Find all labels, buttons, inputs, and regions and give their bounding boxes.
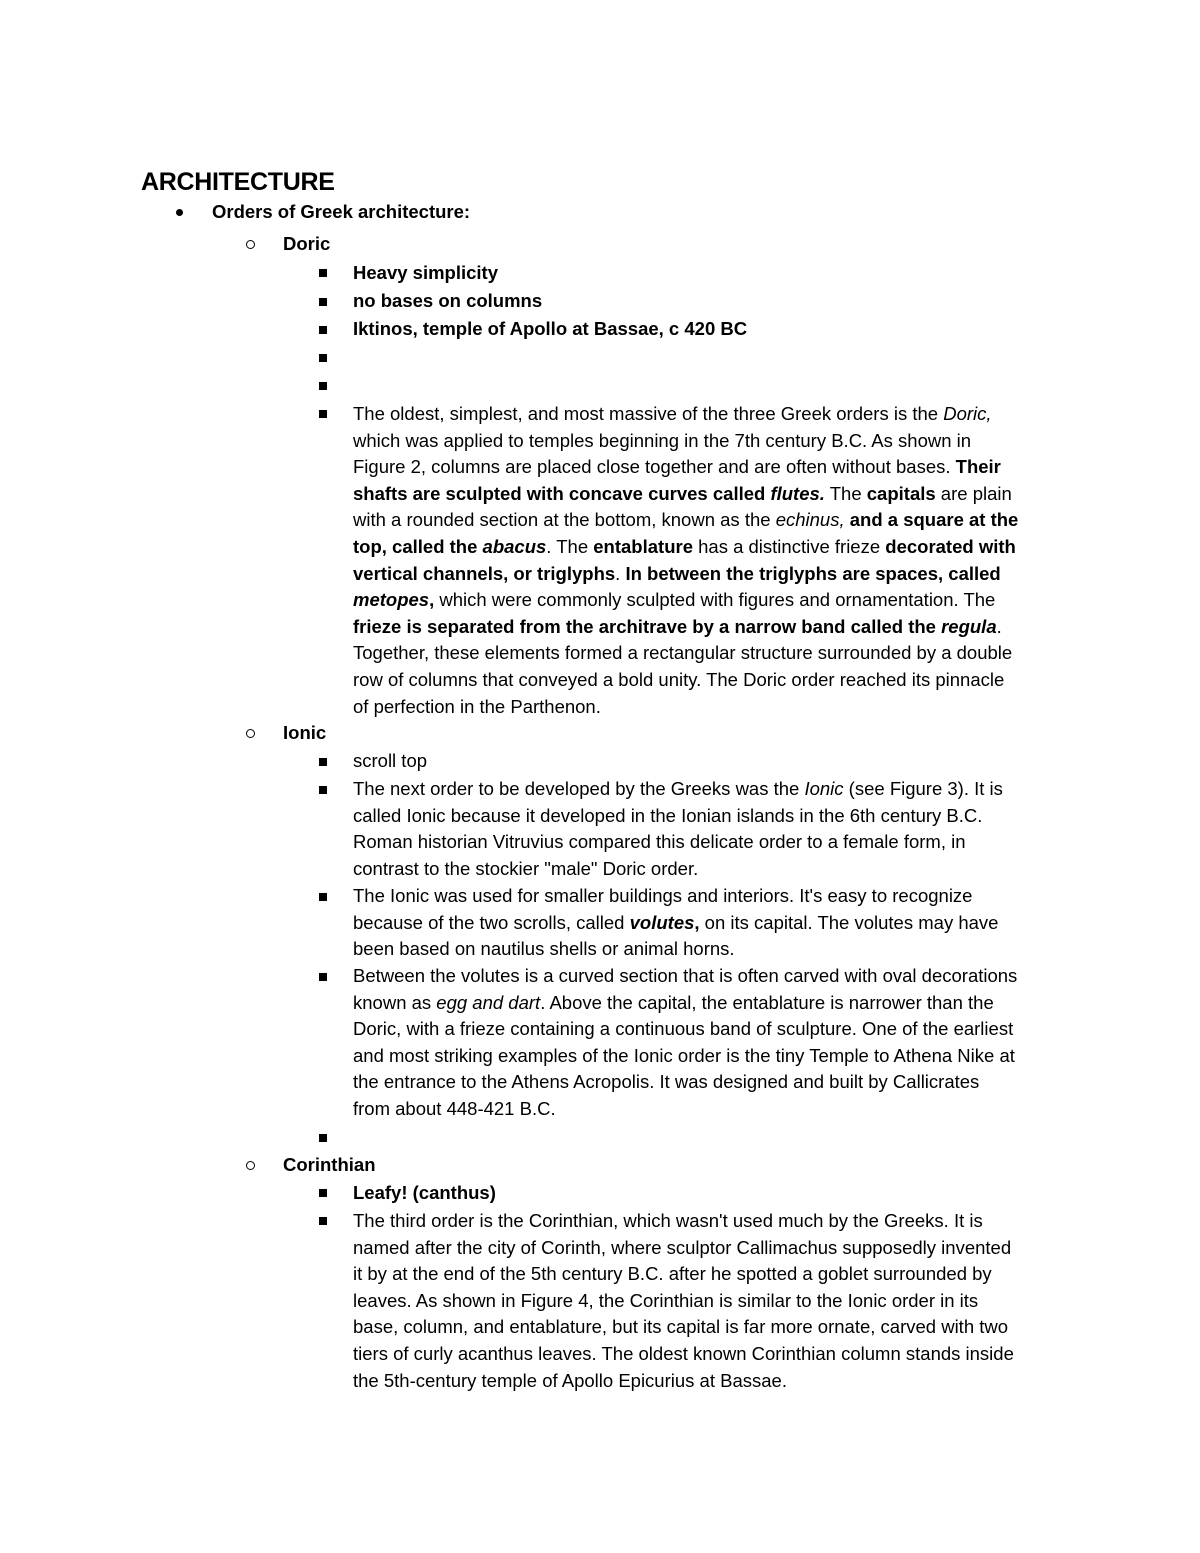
text-run: top, called the: [353, 535, 483, 557]
text-run: The oldest, simplest, and most massive of the three Greek orders is the: [353, 403, 944, 424]
paragraph-line: [353, 1208, 1068, 1235]
paragraph-line: [353, 640, 1068, 667]
text-run: tiers of curly acanthus leaves. The oldest known Corinthian column stands inside: [353, 1342, 1014, 1364]
bullet-square-icon: [319, 410, 327, 418]
paragraph-line: [353, 963, 1068, 990]
paragraph-line: [353, 1016, 1068, 1043]
heading-corinthian: Corinthian: [283, 1154, 376, 1175]
text-run: the entrance to the Athens Acropolis. It was designed and built by Callicrates: [353, 1071, 980, 1093]
text-run: with a rounded section at the bottom, known as the: [353, 509, 776, 531]
paragraph-line: [353, 910, 1068, 937]
text-run: Between the volutes is a curved section that is often carved with oval decorations: [353, 965, 1018, 986]
text-run: vertical channels, or triglyphs: [353, 562, 616, 584]
text-run: the 5th-century temple of Apollo Epicurius at Bassae.: [353, 1369, 787, 1391]
text-run: of perfection in the Parthenon.: [353, 695, 601, 717]
paragraph-line: [353, 428, 1068, 455]
text-run: which was applied to temples beginning in the 7th century B.C. As shown in: [353, 429, 972, 451]
text-run: base, column, and entablature, but its capital is far more ornate, carved with two: [353, 1316, 1009, 1338]
text-run: egg and dart: [436, 991, 541, 1013]
list-item: Leafy! (canthus): [353, 1182, 496, 1203]
text-run: The Ionic was used for smaller buildings and interiors. It's easy to recognize: [353, 885, 973, 906]
ionic-paragraph-3: [353, 963, 1068, 1123]
text-run: decorated with: [885, 535, 1016, 557]
text-run: frieze is separated from the architrave by a narrow band called the: [353, 615, 942, 637]
text-run: shafts are sculpted with concave curves called: [353, 482, 771, 504]
paragraph-line: [353, 1096, 1068, 1123]
paragraph-line: [353, 883, 1068, 910]
text-run: .: [996, 615, 1002, 637]
page-title: ARCHITECTURE: [141, 168, 335, 196]
paragraph-line: [353, 614, 1068, 641]
text-run: . Above the capital, the entablature is narrower than the: [540, 991, 994, 1013]
paragraph-line: [353, 1235, 1068, 1262]
text-run: has a distinctive frieze: [692, 535, 886, 557]
text-run: ,: [429, 589, 435, 611]
paragraph-line: [353, 1069, 1068, 1096]
text-run: The: [824, 482, 867, 504]
bullet-circle-icon: [246, 729, 255, 738]
corinthian-paragraph: [353, 1208, 1068, 1394]
text-run: Together, these elements formed a rectangular structure surrounded by a double: [353, 642, 1013, 664]
paragraph-line: [353, 587, 1068, 614]
text-run: Figure 2, columns are placed close together and are often without bases.: [353, 456, 956, 478]
bullet-disc-icon: [176, 209, 183, 216]
paragraph-line: [353, 803, 1068, 830]
paragraph-line: [353, 1288, 1068, 1315]
paragraph-line: [353, 856, 1068, 883]
list-item: Iktinos, temple of Apollo at Bassae, c 420 BC: [353, 318, 748, 339]
text-run: which were commonly sculpted with figures and ornamentation. The: [434, 589, 996, 611]
paragraph-line: [353, 507, 1068, 534]
text-run: Doric,: [943, 403, 992, 424]
paragraph-line: [353, 694, 1068, 721]
bullet-square-icon: [319, 298, 327, 306]
text-run: The next order to be developed by the Greeks was the: [353, 778, 805, 799]
text-run: and a square at the: [844, 509, 1019, 531]
bullet-circle-icon: [246, 1161, 255, 1170]
text-run: echinus,: [775, 509, 845, 531]
paragraph-line: [353, 1314, 1068, 1341]
text-run: Roman historian Vitruvius compared this delicate order to a female form, in: [353, 831, 966, 853]
paragraph-line: [353, 1043, 1068, 1070]
text-run: on its capital. The volutes may have: [699, 911, 999, 933]
text-run: from about 448-421 B.C.: [353, 1097, 556, 1119]
paragraph-line: [353, 936, 1068, 963]
text-run: it by at the end of the 5th century B.C. after he spotted a goblet surrounded by: [353, 1263, 992, 1285]
text-run: . The: [546, 535, 594, 557]
text-run: Ionic: [804, 778, 844, 799]
list-item: Heavy simplicity: [353, 262, 498, 283]
text-run: abacus: [482, 535, 547, 557]
text-run: entablature: [593, 535, 693, 557]
paragraph-line: [353, 990, 1068, 1017]
bullet-square-icon: [319, 1134, 327, 1142]
text-run: and most striking examples of the Ionic order is the tiny Temple to Athena Nike at: [353, 1044, 1015, 1066]
bullet-square-icon: [319, 1189, 327, 1197]
text-run: Their: [955, 456, 1001, 478]
text-run: (see Figure 3). It is: [843, 778, 1003, 799]
text-run: metopes: [353, 589, 430, 611]
bullet-square-icon: [319, 973, 327, 981]
text-run: ,: [694, 911, 700, 933]
ionic-paragraph-2: [353, 883, 1068, 963]
paragraph-line: [353, 1368, 1068, 1395]
paragraph-line: [353, 776, 1068, 803]
text-run: The third order is the Corinthian, which wasn't used much by the Greeks. It is: [353, 1210, 983, 1231]
paragraph-line: [353, 481, 1068, 508]
text-run: leaves. As shown in Figure 4, the Corinthian is similar to the Ionic order in its: [353, 1289, 979, 1311]
text-run: known as: [353, 991, 437, 1013]
text-run: volutes: [629, 911, 695, 933]
bullet-square-icon: [319, 758, 327, 766]
text-run: are plain: [935, 482, 1012, 504]
bullet-square-icon: [319, 1217, 327, 1225]
heading-ionic: Ionic: [283, 722, 327, 743]
text-run: regula: [941, 615, 997, 637]
list-item: scroll top: [353, 750, 428, 771]
text-run: .: [615, 562, 626, 584]
heading-doric: Doric: [283, 233, 331, 254]
text-run: capitals: [866, 482, 936, 504]
list-heading-orders: Orders of Greek architecture:: [212, 201, 471, 222]
paragraph-line: [353, 534, 1068, 561]
list-item: no bases on columns: [353, 290, 543, 311]
paragraph-line: [353, 667, 1068, 694]
text-run: flutes.: [770, 482, 825, 504]
text-run: row of columns that conveyed a bold unity. The Doric order reached its pinnacle: [353, 668, 1005, 690]
bullet-square-icon: [319, 382, 327, 390]
bullet-square-icon: [319, 269, 327, 277]
paragraph-line: [353, 561, 1068, 588]
text-run: named after the city of Corinth, where sculptor Callimachus supposedly invented: [353, 1236, 1012, 1258]
bullet-circle-icon: [246, 240, 255, 249]
text-run: contrast to the stockier "male" Doric order.: [353, 857, 699, 879]
bullet-square-icon: [319, 326, 327, 334]
bullet-square-icon: [319, 354, 327, 362]
paragraph-line: [353, 1341, 1068, 1368]
bullet-square-icon: [319, 786, 327, 794]
text-run: because of the two scrolls, called: [353, 911, 630, 933]
text-run: been based on nautilus shells or animal horns.: [353, 938, 735, 960]
paragraph-line: [353, 401, 1068, 428]
paragraph-line: [353, 1261, 1068, 1288]
ionic-paragraph-1: [353, 776, 1068, 882]
bullet-square-icon: [319, 893, 327, 901]
text-run: called Ionic because it developed in the Ionian islands in the 6th century B.C.: [353, 804, 983, 826]
paragraph-line: [353, 454, 1068, 481]
text-run: In between the triglyphs are spaces, called: [625, 562, 1001, 584]
paragraph-line: [353, 829, 1068, 856]
text-run: Doric, with a frieze containing a continuous band of sculpture. One of the earliest: [353, 1018, 1014, 1040]
doric-paragraph: [353, 401, 1068, 720]
